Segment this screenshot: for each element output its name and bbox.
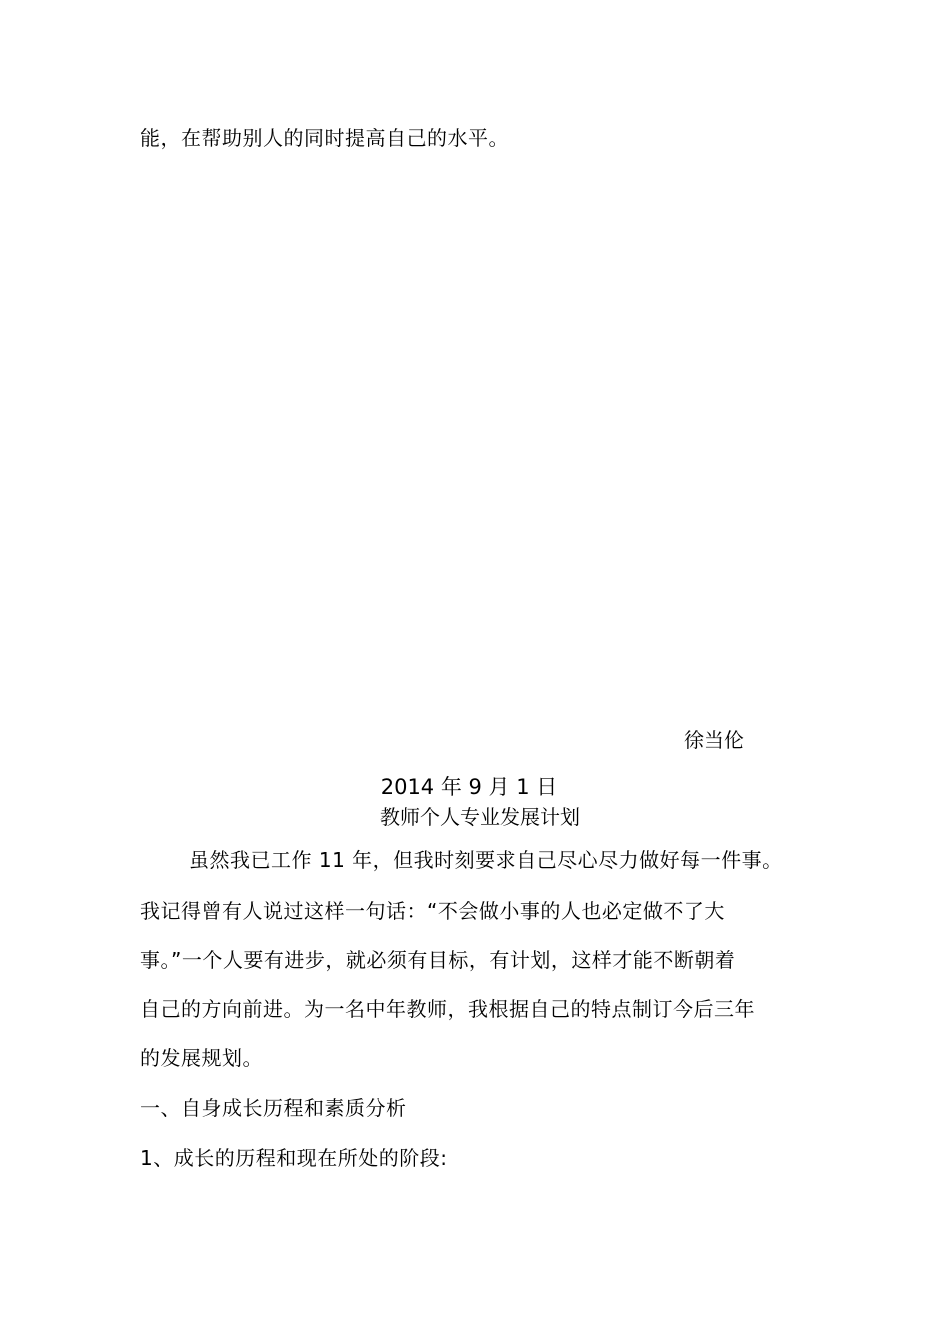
paragraph-continuation: 能，在帮助别人的同时提高自己的水平。 [140,126,509,150]
section-heading: 一、自身成长历程和素质分析 [140,1096,407,1120]
document-date: 2014 年 9 月 1 日 [380,775,558,799]
intro-paragraph-line: 的发展规划。 [140,1046,263,1070]
intro-paragraph-line: 自己的方向前进。为一名中年教师，我根据自己的特点制订今后三年 [140,997,755,1021]
document-title: 教师个人专业发展计划 [380,805,580,829]
signature-name: 徐当伦 [684,728,744,752]
subsection-heading: 1、成长的历程和现在所处的阶段: [140,1146,448,1170]
intro-paragraph-line: 虽然我已工作 11 年，但我时刻要求自己尽心尽力做好每一件事。 [189,848,783,872]
intro-paragraph-line: 事。”一个人要有进步，就必须有目标，有计划，这样才能不断朝着 [140,948,736,972]
intro-paragraph-line: 我记得曾有人说过这样一句话：“不会做小事的人也必定做不了大 [140,899,725,923]
